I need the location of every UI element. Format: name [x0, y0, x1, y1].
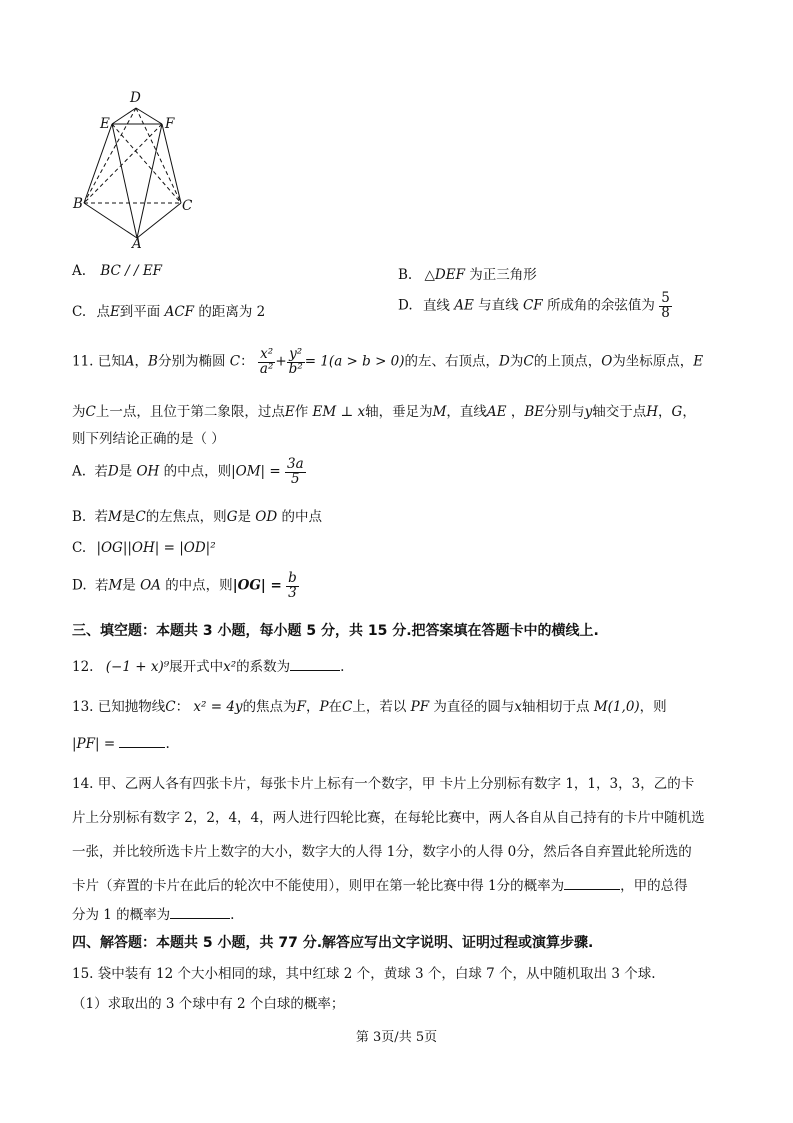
math: BE [524, 404, 545, 420]
q15-line-1: 15. 袋中装有 12 个大小相同的球，其中红球 2 个，黄球 3 个，白球 7 个，从中随机取出 3 个球. [72, 966, 656, 982]
math: |PF| = [72, 736, 116, 752]
option-text: 为正三角形 [469, 267, 537, 283]
denominator: b² [288, 360, 303, 377]
math: B [148, 353, 158, 370]
text: 分为 1 的概率为 [72, 907, 171, 923]
math: OD [255, 509, 278, 525]
option-math: ACF [164, 304, 195, 320]
q14-line-5 [72, 903, 234, 923]
text: . [230, 907, 235, 923]
text: 是 [118, 463, 133, 480]
text: 的左焦点，则 [145, 509, 227, 525]
math: |OG||OH| = |OD|² [96, 540, 216, 556]
text: 的焦点为 [242, 699, 297, 715]
q11-line-3: 则下列结论正确的是（ ） [72, 431, 225, 447]
fraction [286, 572, 299, 600]
q10-option-d [398, 292, 672, 320]
math: E [284, 404, 295, 420]
text: 的系数为 [236, 659, 291, 675]
text: 在 [328, 699, 343, 715]
answer-blank[interactable] [564, 877, 620, 890]
math: A [124, 353, 135, 370]
math: D [107, 463, 119, 480]
text: 分别与 [544, 404, 585, 420]
text: 轴相切于点 [522, 699, 590, 715]
q11-option-b [72, 505, 322, 525]
text: ， [510, 404, 525, 420]
math: PF [410, 699, 430, 715]
denominator: 3 [288, 584, 297, 601]
math: AE [486, 404, 507, 420]
vertex-label-e: E [100, 116, 110, 132]
text: ，甲的总得 [620, 878, 688, 894]
text: 的中点，则 [165, 577, 233, 594]
pyramid-diagram [70, 88, 200, 253]
math: OH [136, 463, 160, 480]
text: 若 [94, 509, 109, 525]
math: C [342, 699, 353, 715]
numerator: x² [258, 348, 275, 363]
q10-option-a [72, 263, 162, 279]
text: . [340, 659, 345, 675]
math: C [165, 699, 176, 715]
text: ， [305, 699, 320, 715]
option-letter: C. [72, 540, 87, 556]
q13-line-1 [72, 695, 667, 715]
q11-option-a [72, 458, 306, 486]
fraction-x [258, 348, 275, 376]
text: 展开式中 [169, 659, 224, 675]
math: C [229, 353, 241, 370]
question-number: 12. [72, 659, 94, 675]
option-text: 直线 [422, 297, 450, 314]
fraction-y [287, 348, 305, 376]
question-number: 11. [72, 353, 94, 370]
q14-line-2: 片上分别标有数字 2，2，4，4，两人进行四轮比赛，在每轮比赛中，两人各自从自己持有的卡片中随机选 [72, 810, 705, 826]
q14-line-4 [72, 874, 688, 894]
text: 的中点，则 [163, 463, 232, 480]
numerator: b [288, 570, 297, 586]
q10-option-b [398, 263, 537, 283]
option-letter: C. [72, 304, 87, 320]
math: x² = 4y [193, 699, 243, 715]
math: M [108, 509, 122, 525]
q15-line-2: （1）求取出的 3 个球中有 2 个白球的概率； [72, 996, 345, 1012]
math: x [514, 699, 523, 715]
math: D [499, 353, 510, 370]
answer-blank[interactable] [290, 658, 340, 671]
text: 已知抛物线 [97, 699, 166, 715]
text: ， [658, 404, 672, 420]
question-number: 13. [72, 699, 94, 715]
denominator: 8 [661, 304, 670, 321]
text: 上，若以 [352, 699, 407, 715]
math: M [432, 404, 447, 420]
vertex-label-d: D [130, 90, 141, 106]
math: C [85, 404, 96, 420]
option-text: 到平面 [119, 304, 161, 320]
vertex-label-a: A [132, 236, 142, 252]
text: 分别为椭圆 [157, 353, 226, 370]
geometry-figure [70, 88, 200, 253]
option-letter: D. [72, 577, 87, 594]
math: |OM| = [231, 463, 281, 480]
math: y [584, 404, 593, 420]
denominator: 5 [291, 470, 300, 487]
section-three-heading: 三、填空题：本题共 3 小题，每小题 5 分，共 15 分.把答案填在答题卡中的横线上. [72, 623, 599, 639]
page-footer: 第 3页/共 5页 [355, 1030, 438, 1045]
text: 是 [122, 577, 136, 594]
vertex-label-b: B [73, 196, 83, 212]
option-text: 点 [96, 304, 110, 320]
text: 是 [121, 509, 136, 525]
option-letter: B. [398, 267, 413, 283]
math: + [275, 353, 287, 370]
option-letter: B. [72, 509, 87, 525]
text: ： [175, 699, 190, 715]
math: C [135, 509, 146, 525]
math: |OG| = [232, 577, 282, 594]
numerator: 3a [287, 456, 304, 472]
text: 的左、右顶点， [404, 353, 500, 370]
vertex-label-c: C [182, 198, 193, 214]
text: 若 [94, 577, 109, 594]
text: 为 [72, 404, 86, 420]
text: ，直线 [446, 404, 487, 420]
section-four-heading: 四、解答题：本题共 5 小题，共 77 分.解答应写出文字说明、证明过程或演算步骤. [72, 935, 594, 951]
text: 若 [94, 463, 108, 480]
text: 是 [237, 509, 251, 525]
answer-blank[interactable] [170, 906, 230, 919]
math: H [646, 404, 659, 420]
math: M [108, 577, 123, 594]
text: ， [682, 404, 696, 420]
q13-line-2 [72, 735, 170, 752]
text: 为直径的圆与 [433, 699, 515, 715]
math: P [319, 699, 329, 715]
text: 轴，垂足为 [365, 404, 433, 420]
math: C [523, 353, 534, 370]
option-math: E [109, 304, 120, 320]
math: (−1 + x)⁹ [105, 659, 170, 675]
option-letter: A. [72, 463, 87, 480]
option-math: CF [522, 297, 543, 314]
text: ： [240, 353, 254, 370]
option-math: BC / / EF [100, 263, 163, 279]
math: = 1(a > b > 0) [304, 353, 405, 370]
option-letter: D. [398, 297, 413, 314]
numerator: 5 [661, 290, 670, 306]
text: 为坐标原点， [612, 353, 694, 370]
math: G [671, 404, 683, 420]
answer-blank[interactable] [119, 735, 165, 748]
option-math: △DEF [424, 267, 465, 283]
text: . [165, 736, 170, 752]
math: EM ⊥ x [312, 404, 366, 420]
text: 上一点，且位于第二象限，过点 [95, 404, 285, 420]
math: O [601, 353, 613, 370]
vertex-label-f: F [165, 116, 175, 132]
text: 已知 [97, 353, 125, 370]
denominator: a² [259, 360, 274, 377]
math: x² [223, 659, 237, 675]
q11-option-d [72, 572, 299, 600]
text: ，则 [639, 699, 667, 715]
text: 的中点 [281, 509, 322, 525]
text: 轴交于点 [592, 404, 647, 420]
numerator: y² [287, 348, 305, 363]
text: 为 [509, 353, 524, 370]
option-text: 所成角的余弦值为 [546, 297, 655, 314]
q11-line-2 [72, 400, 696, 420]
q11-option-c [72, 540, 216, 556]
text: 卡片（弃置的卡片在此后的轮次中不能使用），则甲在第一轮比赛中得 1分的概率为 [72, 878, 565, 894]
fraction [285, 458, 306, 486]
q11-line-1 [72, 348, 703, 376]
q12 [72, 655, 344, 675]
fraction [659, 292, 672, 320]
option-text: 与直线 [478, 297, 519, 314]
math: OA [140, 577, 161, 594]
q10-option-c [72, 300, 265, 320]
option-math: AE [454, 297, 474, 314]
math: E [693, 353, 704, 370]
text: 的上顶点， [533, 353, 602, 370]
q14-line-3: 一张，并比较所选卡片上数字的大小，数字大的人得 1分，数字小的人得 0分，然后各自弃置此轮所选的 [72, 844, 692, 860]
math: M(1,0) [593, 699, 640, 715]
q14-line-1: 14. 甲、乙两人各有四张卡片，每张卡片上标有一个数字，甲 卡片上分别标有数字 1，1，3，3，乙的卡 [72, 776, 695, 792]
option-letter: A. [72, 263, 87, 279]
math: G [226, 509, 238, 525]
option-text: 的距离为 2 [198, 304, 266, 320]
text: 作 [294, 404, 309, 420]
text: ， [134, 353, 149, 370]
math: F [296, 699, 306, 715]
